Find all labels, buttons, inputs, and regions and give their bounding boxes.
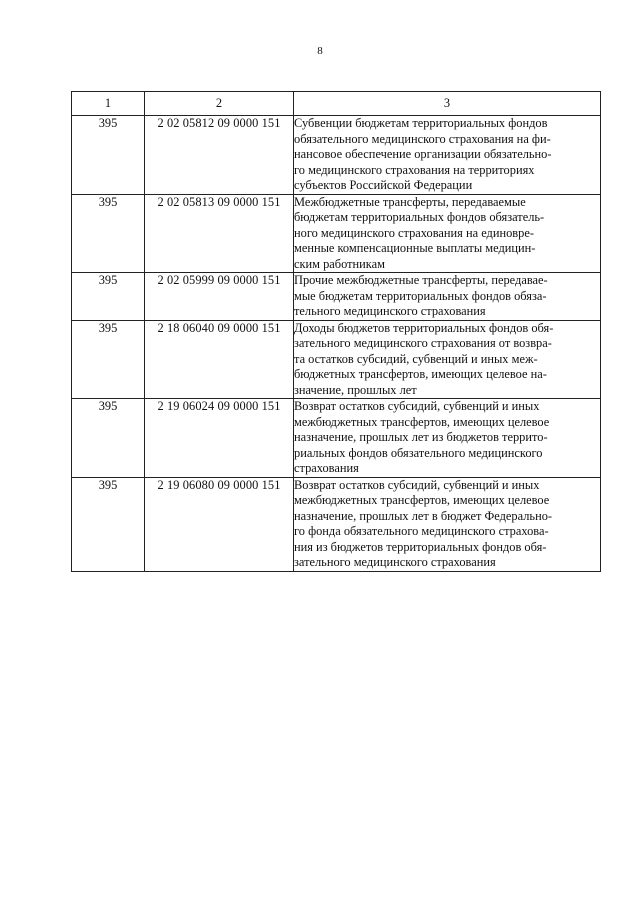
description-line: тельного медицинского страхования	[294, 304, 486, 318]
description-line: зательного медицинского страхования от возвра-	[294, 336, 552, 350]
page-number: 8	[317, 45, 323, 57]
revenue-code-cell: 2 02 05813 09 0000 151	[145, 194, 294, 273]
description-line: зательного медицинского страхования	[294, 555, 496, 569]
description-line: межбюджетных трансфертов, имеющих целевое	[294, 493, 550, 507]
admin-code-cell: 395	[72, 399, 145, 478]
table-row	[72, 477, 601, 571]
description-line: мые бюджетам территориальных фондов обяза-	[294, 288, 547, 303]
description-line: менные компенсационные выплаты медицин-	[294, 241, 536, 255]
admin-code-cell: 395	[72, 273, 145, 321]
description-cell	[294, 273, 601, 321]
description-line: назначение, прошлых лет из бюджетов террито-	[294, 430, 548, 444]
description-line: го медицинского страхования на территориях	[294, 162, 535, 177]
admin-code-cell: 395	[72, 320, 145, 399]
description-line: обязательного медицинского страхования на фи-	[294, 131, 551, 146]
description-line: нансовое обеспечение организации обязательно-	[294, 147, 552, 161]
description-line: межбюджетных трансфертов, имеющих целевое	[294, 414, 550, 429]
description-line: Возврат остатков субсидий, субвенций и иных	[294, 477, 540, 492]
description-line: бюджетам территориальных фондов обязатель-	[294, 210, 545, 224]
table-row	[72, 320, 601, 399]
description-cell	[294, 399, 601, 478]
description-line: страхования	[294, 461, 359, 475]
description-line: Доходы бюджетов территориальных фондов обя-	[294, 320, 554, 335]
revenue-code-cell: 2 18 06040 09 0000 151	[145, 320, 294, 399]
table-row	[72, 273, 601, 321]
admin-code-cell: 395	[72, 477, 145, 571]
description-line: та остатков субсидий, субвенций и иных меж-	[294, 351, 538, 366]
description-line: Прочие межбюджетные трансферты, передавае-	[294, 273, 548, 287]
description-line: Субвенции бюджетам территориальных фондов	[294, 116, 548, 130]
description-line: ским работникам	[294, 256, 385, 271]
description-line: назначение, прошлых лет в бюджет Федерально-	[294, 508, 553, 523]
revenue-code-cell: 2 19 06080 09 0000 151	[145, 477, 294, 571]
description-line: субъектов Российской Федерации	[294, 178, 473, 192]
header-col-1: 1	[72, 92, 145, 116]
admin-code-cell: 395	[72, 116, 145, 195]
description-line: Возврат остатков субсидий, субвенций и иных	[294, 399, 540, 413]
description-line: ния из бюджетов территориальных фондов обя-	[294, 539, 547, 554]
table-row	[72, 194, 601, 273]
header-col-3: 3	[294, 92, 601, 116]
table-row	[72, 116, 601, 195]
description-line: бюджетных трансфертов, имеющих целевое на-	[294, 367, 547, 381]
admin-code-cell: 395	[72, 194, 145, 273]
description-cell	[294, 194, 601, 273]
header-col-2: 2	[145, 92, 294, 116]
revenue-code-cell: 2 02 05812 09 0000 151	[145, 116, 294, 195]
description-line: значение, прошлых лет	[294, 382, 417, 397]
description-line: го фонда обязательного медицинского страхова-	[294, 524, 549, 538]
revenue-code-cell: 2 02 05999 09 0000 151	[145, 273, 294, 321]
description-line: Межбюджетные трансферты, передаваемые	[294, 194, 526, 209]
description-cell	[294, 477, 601, 571]
description-cell	[294, 116, 601, 195]
budget-codes-table	[71, 91, 601, 572]
description-cell	[294, 320, 601, 399]
description-line: ного медицинского страхования на единовре-	[294, 225, 534, 240]
table-header-row	[72, 92, 601, 116]
revenue-code-cell: 2 19 06024 09 0000 151	[145, 399, 294, 478]
description-line: риальных фондов обязательного медицинского	[294, 445, 543, 460]
table-row	[72, 399, 601, 478]
